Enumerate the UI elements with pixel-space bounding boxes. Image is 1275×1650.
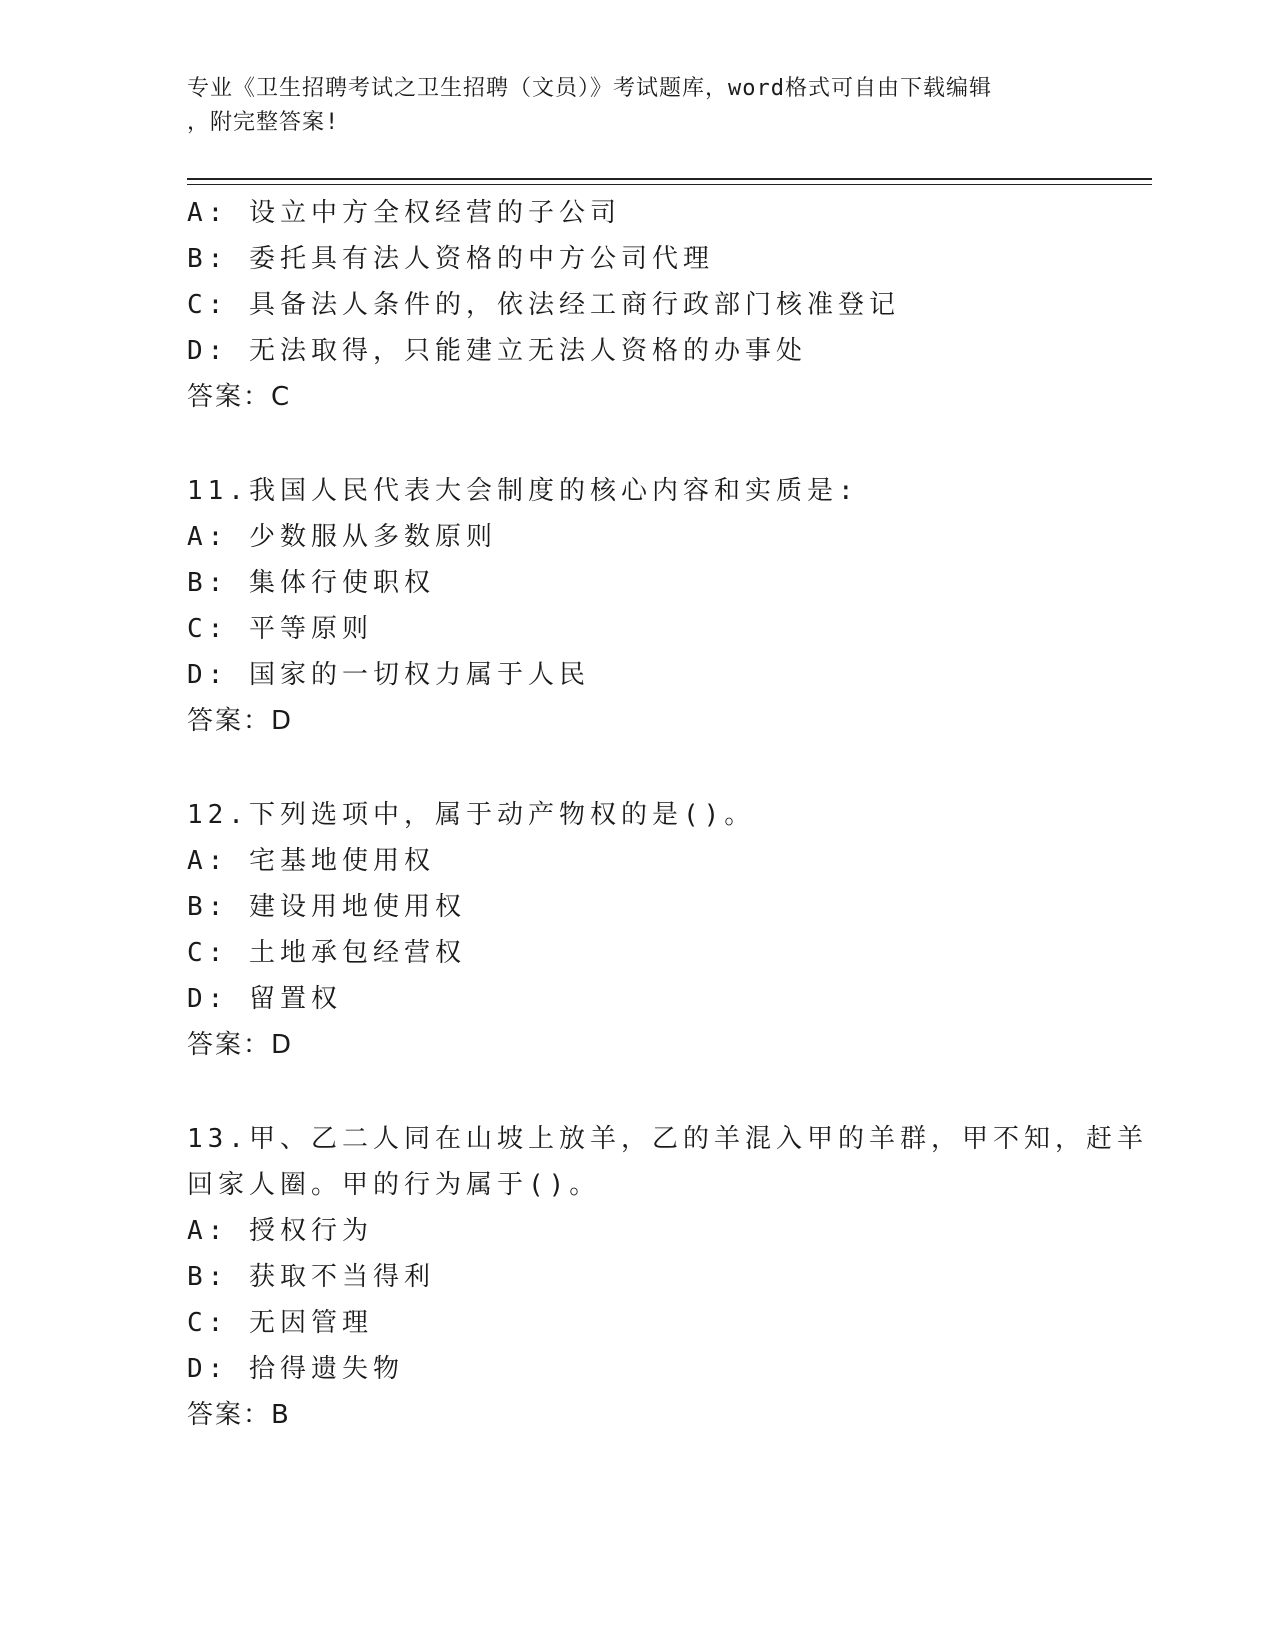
- option-c: C: 具备法人条件的，依法经工商行政部门核准登记: [187, 290, 900, 320]
- document-header: [187, 72, 1067, 140]
- option-c: C: 无因管理: [187, 1308, 373, 1338]
- question-stem-line-2: 回家人圈。甲的行为属于()。: [187, 1170, 601, 1200]
- option-d: D: 国家的一切权力属于人民: [187, 660, 590, 690]
- question-stem: 11.我国人民代表大会制度的核心内容和实质是:: [187, 476, 859, 506]
- option-b: B: 集体行使职权: [187, 568, 435, 598]
- header-divider-thin: [187, 184, 1152, 185]
- answer-line: 答案：D: [187, 706, 294, 736]
- option-b: B: 建设用地使用权: [187, 892, 466, 922]
- question-block-12: [187, 792, 1147, 1068]
- header-divider-thick: [187, 178, 1152, 180]
- question-stem: 12.下列选项中，属于动产物权的是()。: [187, 800, 756, 830]
- question-stem-line-1: 13.甲、乙二人同在山坡上放羊，乙的羊混入甲的羊群，甲不知，赶羊: [187, 1124, 1148, 1154]
- question-block-11: [187, 468, 1147, 744]
- option-d: D: 留置权: [187, 984, 342, 1014]
- answer-line: 答案：D: [187, 1030, 294, 1060]
- question-list: [187, 190, 1147, 1438]
- option-b: B: 委托具有法人资格的中方公司代理: [187, 244, 714, 274]
- option-d: D: 拾得遗失物: [187, 1354, 404, 1384]
- question-block-10: [187, 190, 1147, 420]
- option-a: A: 设立中方全权经营的子公司: [187, 198, 621, 228]
- option-c: C: 平等原则: [187, 614, 373, 644]
- option-a: A: 授权行为: [187, 1216, 373, 1246]
- answer-line: 答案：C: [187, 382, 292, 412]
- option-d: D: 无法取得，只能建立无法人资格的办事处: [187, 336, 807, 366]
- header-line-2: ，附完整答案!: [187, 110, 340, 135]
- option-c: C: 土地承包经营权: [187, 938, 466, 968]
- option-b: B: 获取不当得利: [187, 1262, 435, 1292]
- answer-line: 答案：B: [187, 1400, 291, 1430]
- header-line-1: 专业《卫生招聘考试之卫生招聘（文员）》考试题库，word格式可自由下载编辑: [187, 76, 992, 101]
- option-a: A: 宅基地使用权: [187, 846, 435, 876]
- question-block-13: [187, 1116, 1147, 1438]
- option-a: A: 少数服从多数原则: [187, 522, 497, 552]
